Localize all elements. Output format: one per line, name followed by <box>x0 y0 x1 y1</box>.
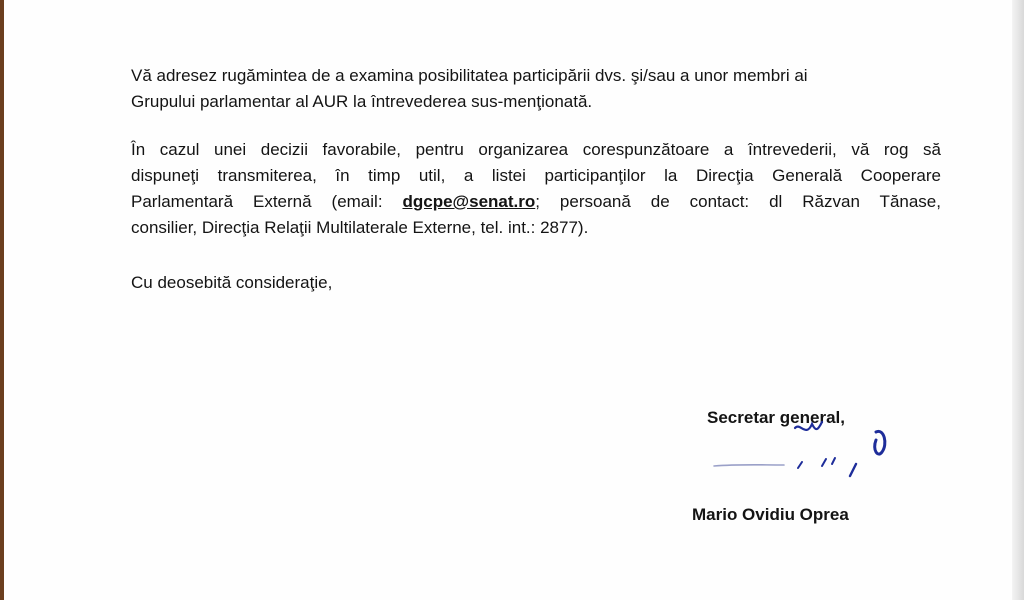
handwritten-signature <box>700 410 900 490</box>
paragraph-instructions-line-4: consilier, Direcţia Relaţii Multilaterale Externe, tel. int.: 2877). <box>131 218 589 237</box>
paragraph-instructions-line-1: În cazul unei decizii favorabile, pentru organizarea corespunzătoare a întrevederii, vă rog să <box>131 140 941 159</box>
paragraph-instructions-line-2: dispuneţi transmiterea, în timp util, a listei participanţilor la Direcţia Generală Cooperare <box>131 166 941 185</box>
email-prefix-text: Parlamentară Externă (email: <box>131 192 403 211</box>
closing-salutation: Cu deosebită consideraţie, <box>131 273 333 292</box>
email-suffix-text: ; persoană de contact: dl Răzvan Tănase, <box>535 192 941 211</box>
paragraph-request-line-2: Grupului parlamentar al AUR la întrevederea sus-menţionată. <box>131 92 593 111</box>
paragraph-request-line-1: Vă adresez rugămintea de a examina posibilitatea participării dvs. şi/sau a unor membri ai <box>131 66 808 85</box>
signature-name: Mario Ovidiu Oprea <box>692 505 849 524</box>
signature-title: Secretar general, <box>707 408 845 427</box>
email-link[interactable]: dgcpe@senat.ro <box>402 192 536 211</box>
